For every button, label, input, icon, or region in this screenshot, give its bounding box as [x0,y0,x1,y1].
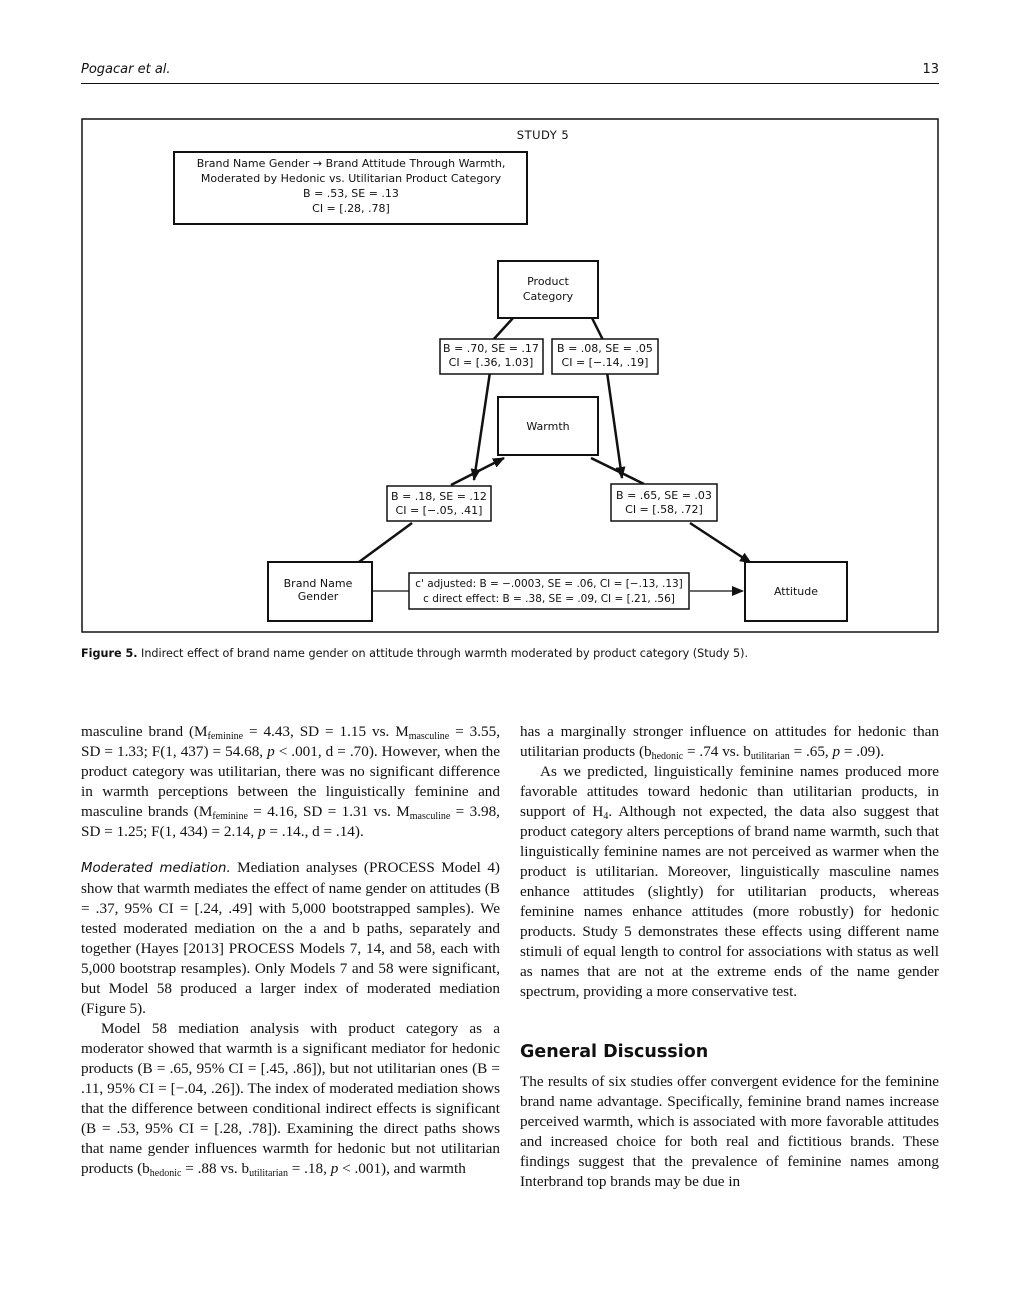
attitude-label: Attitude [773,585,819,598]
b-path-label [611,484,717,521]
b-path-line-1: B = .65, SE = .03 [616,489,712,502]
right-paragraph-1: has a marginally stronger influence on attitudes for hedonic than utilitarian products ($b_{hedonic} = .74$ vs. $b_{utilitarian} = .65$, p = .09). [520,723,939,762]
moderator-a-line-1: B = .70, SE = .17 [443,342,539,355]
figure-5-diagram [81,118,939,633]
summary-box [174,152,527,224]
moderator-line-left [493,318,513,340]
study-label: STUDY 5 [516,128,570,142]
caption-text: Indirect effect of brand name gender on attitude through warmth moderated by product category (Study 5). [137,647,749,660]
warmth-node [498,397,598,455]
moderator-a-label [440,339,543,374]
direct-effect-line-2: c direct effect: B = .38, SE = .09, CI = [.21, .56] [423,593,675,605]
general-discussion-heading: General Discussion [520,1042,709,1062]
brand-name-gender-label-2: Gender [297,590,339,603]
left-paragraph-1: masculine brand ($M_{feminine} = 4.43$, SD = 1.15 vs. $M_{masculine} = 3.55$, SD = 1.33; F(1, 437) = 54.68, p < .001, d = .70). However, when the product category was utilitarian, there was no significant difference in warmth perceptions between the linguistically feminine and masculine brands ($M_{feminine} = 4.16$, SD = 1.31 vs. $M_{masculine} = 3.98$, SD = 1.25; F(1, 434) = 2.14, p = .14., d = .14). [81,723,501,840]
figure-caption [81,647,939,660]
right-paragraph-2: As we predicted, linguistically feminine names produced more favorable attitudes toward hedonic than utilitarian products, in support of $H_4$. Although not expected, the data also suggest that product category alters perceptions of brand name warmth, such that linguistically feminine names are not perceived as warmer when the product is utilitarian. Moreover, linguistically masculine names enhance attitudes (slightly) for utilitarian products, whereas feminine names enhance attitudes (more robustly) for hedonic products. Study 5 demonstrates these effects using different name stimuli of equal length to control for associations with status as well as names that are not at the extreme ends of the name gender spectrum, providing a more conservative test. [520,763,940,1000]
b-path-line-2: CI = [.58, .72] [625,503,703,516]
summary-line-1: Brand Name Gender → Brand Attitude Through Warmth, [196,157,506,170]
direct-effect-label [409,573,689,609]
page-number: 13 [922,62,939,77]
left-paragraph-2: Moderated mediation. Mediation analyses (PROCESS Model 4) show that warmth mediates the effect of name gender on attitudes (B = .37, 95% CI = [.24, .49] with 5,000 bootstrapped samples). We tested moderated mediation on the a and b paths, separately and together (Hayes [2013] PROCESS Models 7, 14, and 58, each with 5,000 bootstrap resamples). Only Models 7 and 58 were significant, but Model 58 produced a larger index of moderated mediation (Figure 5). [81,859,500,1017]
moderator-line-right [592,318,603,340]
warmth-label: Warmth [526,420,570,433]
a-path-line-1: B = .18, SE = .12 [391,490,487,503]
summary-line-2: Moderated by Hedonic vs. Utilitarian Product Category [200,172,502,185]
left-paragraph-3: Model 58 mediation analysis with product category as a moderator showed that warmth is a significant mediator for hedonic products (B = .65, 95% CI = [.45, .86]), but not utilitarian ones (B = .11, 95% CI = [−.04, .26]). The index of moderated mediation shows that the difference between conditional indirect effects is significant (B = .53, 95% CI = [.28, .78]). Examining the direct paths shows that name gender influences warmth for hedonic but not utilitarian products ($b_{hedonic} = .88$ vs. $b_{utilitarian} = .18$, p < .001), and warmth [81,1020,500,1179]
running-head [81,61,939,84]
product-category-node [498,261,598,318]
b-path-upper [591,458,644,484]
product-category-label-1: Product [527,275,569,288]
b-path-lower [690,523,751,563]
brand-name-gender-node [268,562,372,621]
summary-line-4: CI = [.28, .78] [312,202,390,215]
moderator-b-label [552,339,658,374]
moderated-mediation-heading: Moderated mediation. [81,861,231,876]
moderator-arrow-a [474,372,490,480]
left-column [81,722,500,1179]
moderator-b-line-2: CI = [−.14, .19] [561,356,649,369]
brand-name-gender-label-1: Brand Name [283,577,353,590]
moderator-arrow-b [607,372,622,478]
right-column [520,722,939,1192]
attitude-node [745,562,847,621]
product-category-label-2: Category [522,290,574,303]
moderator-a-line-2: CI = [.36, 1.03] [448,356,534,369]
a-path-label [387,486,491,521]
a-path-lower [359,523,412,562]
right-paragraph-3: The results of six studies offer convergent evidence for the feminine brand name advantage. Specifically, feminine brand names increase perceived warmth, which is associated with more favorable attitudes and increased choice for both real and fictitious brands. These findings suggest that the prevalence of feminine names among Interbrand top brands may be due in [520,1073,939,1190]
summary-line-3: B = .53, SE = .13 [303,187,399,200]
direct-effect-line-1: c' adjusted: B = −.0003, SE = .06, CI = [−.13, .13] [415,578,683,590]
a-path-line-2: CI = [−.05, .41] [395,504,483,517]
moderator-b-line-1: B = .08, SE = .05 [557,342,653,355]
running-head-authors: Pogacar et al. [81,62,171,77]
caption-label: Figure 5. [81,647,138,660]
